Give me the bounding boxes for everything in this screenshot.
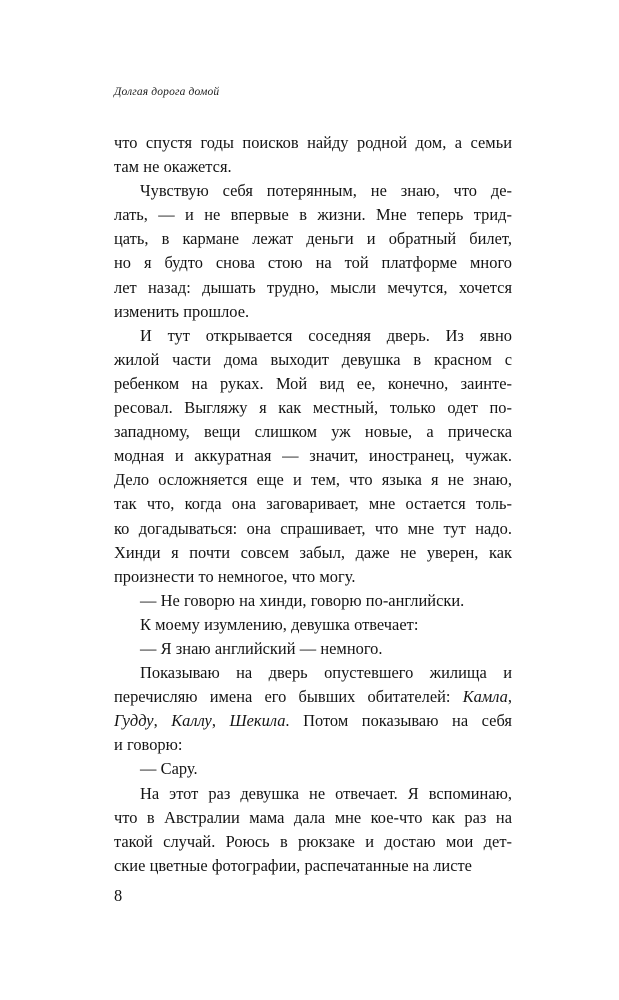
line-text-run: , (211, 711, 230, 731)
text-line: модная и аккуратная — значит, иностранец, чужак. (114, 446, 512, 466)
dialogue-paragraph (114, 589, 512, 613)
text-line: — Сару. (140, 759, 198, 779)
text-line: так что, когда она заговаривает, мне остается толь- (114, 494, 512, 514)
line-text-run: , (507, 687, 512, 707)
paragraph (114, 179, 512, 324)
text-line: такой случай. Роюсь в рюкзаке и достаю мои дет- (114, 831, 512, 851)
body-text-block (114, 131, 512, 878)
text-line: но я будто снова стою на той платформе много (114, 253, 512, 273)
paragraph (114, 661, 512, 757)
paragraph (114, 782, 512, 878)
line-text-run: . Потом показываю на себя (285, 711, 512, 731)
paragraph-lines (114, 661, 512, 757)
text-line: — Не говорю на хинди, говорю по-английски. (140, 590, 465, 610)
text-line: западному, вещи слишком уж новые, а прическа (114, 422, 512, 442)
paragraph (114, 131, 512, 179)
text-line: К моему изумлению, девушка отвечает: (140, 614, 419, 634)
paragraph-lines (114, 782, 512, 878)
text-line: лет назад: дышать трудно, мысли мечутся, хочется (114, 277, 512, 297)
text-line: ресовал. Выгляжу я как местный, только одет по- (114, 398, 512, 418)
dialogue-paragraph (114, 757, 512, 781)
text-line: изменить прошлое. (114, 301, 250, 321)
proper-name: Каллу (171, 711, 212, 731)
dialogue-paragraph (114, 637, 512, 661)
line-text-run: , (153, 711, 172, 731)
line-text-run: перечисляю имена его бывших обитателей: (114, 687, 463, 707)
text-line: что в Австралии мама дала мне кое-что как раз на (114, 807, 512, 827)
text-line: ко догадываться: она спрашивает, что мне тут надо. (114, 518, 512, 538)
paragraph-lines (114, 131, 512, 179)
running-head: Долгая дорога домой (114, 86, 220, 98)
text-line: И тут открывается соседняя дверь. Из явно (140, 325, 512, 345)
text-line: Хинди я почти совсем забыл, даже не уверен, как (114, 542, 512, 562)
text-line-with-names (114, 685, 512, 709)
proper-name: Шекила (229, 711, 286, 731)
text-line: цать, в кармане лежат деньги и обратный билет, (114, 229, 512, 249)
paragraph (114, 324, 512, 589)
paragraph-lines (114, 324, 512, 589)
text-line: ские цветные фотографии, распечатанные на листе (114, 855, 472, 875)
proper-name: Гудду (114, 711, 154, 731)
text-line: Показываю на дверь опустевшего жилища и (140, 663, 512, 683)
proper-name: Камла (462, 687, 508, 707)
text-line: ребенком на руках. Мой вид ее, конечно, заинте- (114, 373, 512, 393)
page-number: 8 (114, 886, 123, 905)
text-line: произнести то немногое, что могу. (114, 566, 356, 586)
text-line: — Я знаю английский — немного. (140, 638, 383, 658)
text-line: там не окажется. (114, 157, 232, 177)
text-line: жилой части дома выходит девушка в красном с (114, 349, 512, 369)
text-line: что спустя годы поисков найду родной дом, а семьи (114, 133, 512, 152)
text-line-with-names (114, 709, 512, 733)
text-line: лать, — и не впервые в жизни. Мне теперь трид- (114, 205, 512, 225)
text-line: и говорю: (114, 735, 183, 755)
paragraph-lines (114, 179, 512, 324)
text-line: Дело осложняется еще и тем, что языка я не знаю, (114, 470, 512, 490)
text-line: Чувствую себя потерянным, не знаю, что де- (140, 181, 512, 201)
paragraph (114, 613, 512, 637)
text-line: На этот раз девушка не отвечает. Я вспоминаю, (140, 783, 512, 803)
